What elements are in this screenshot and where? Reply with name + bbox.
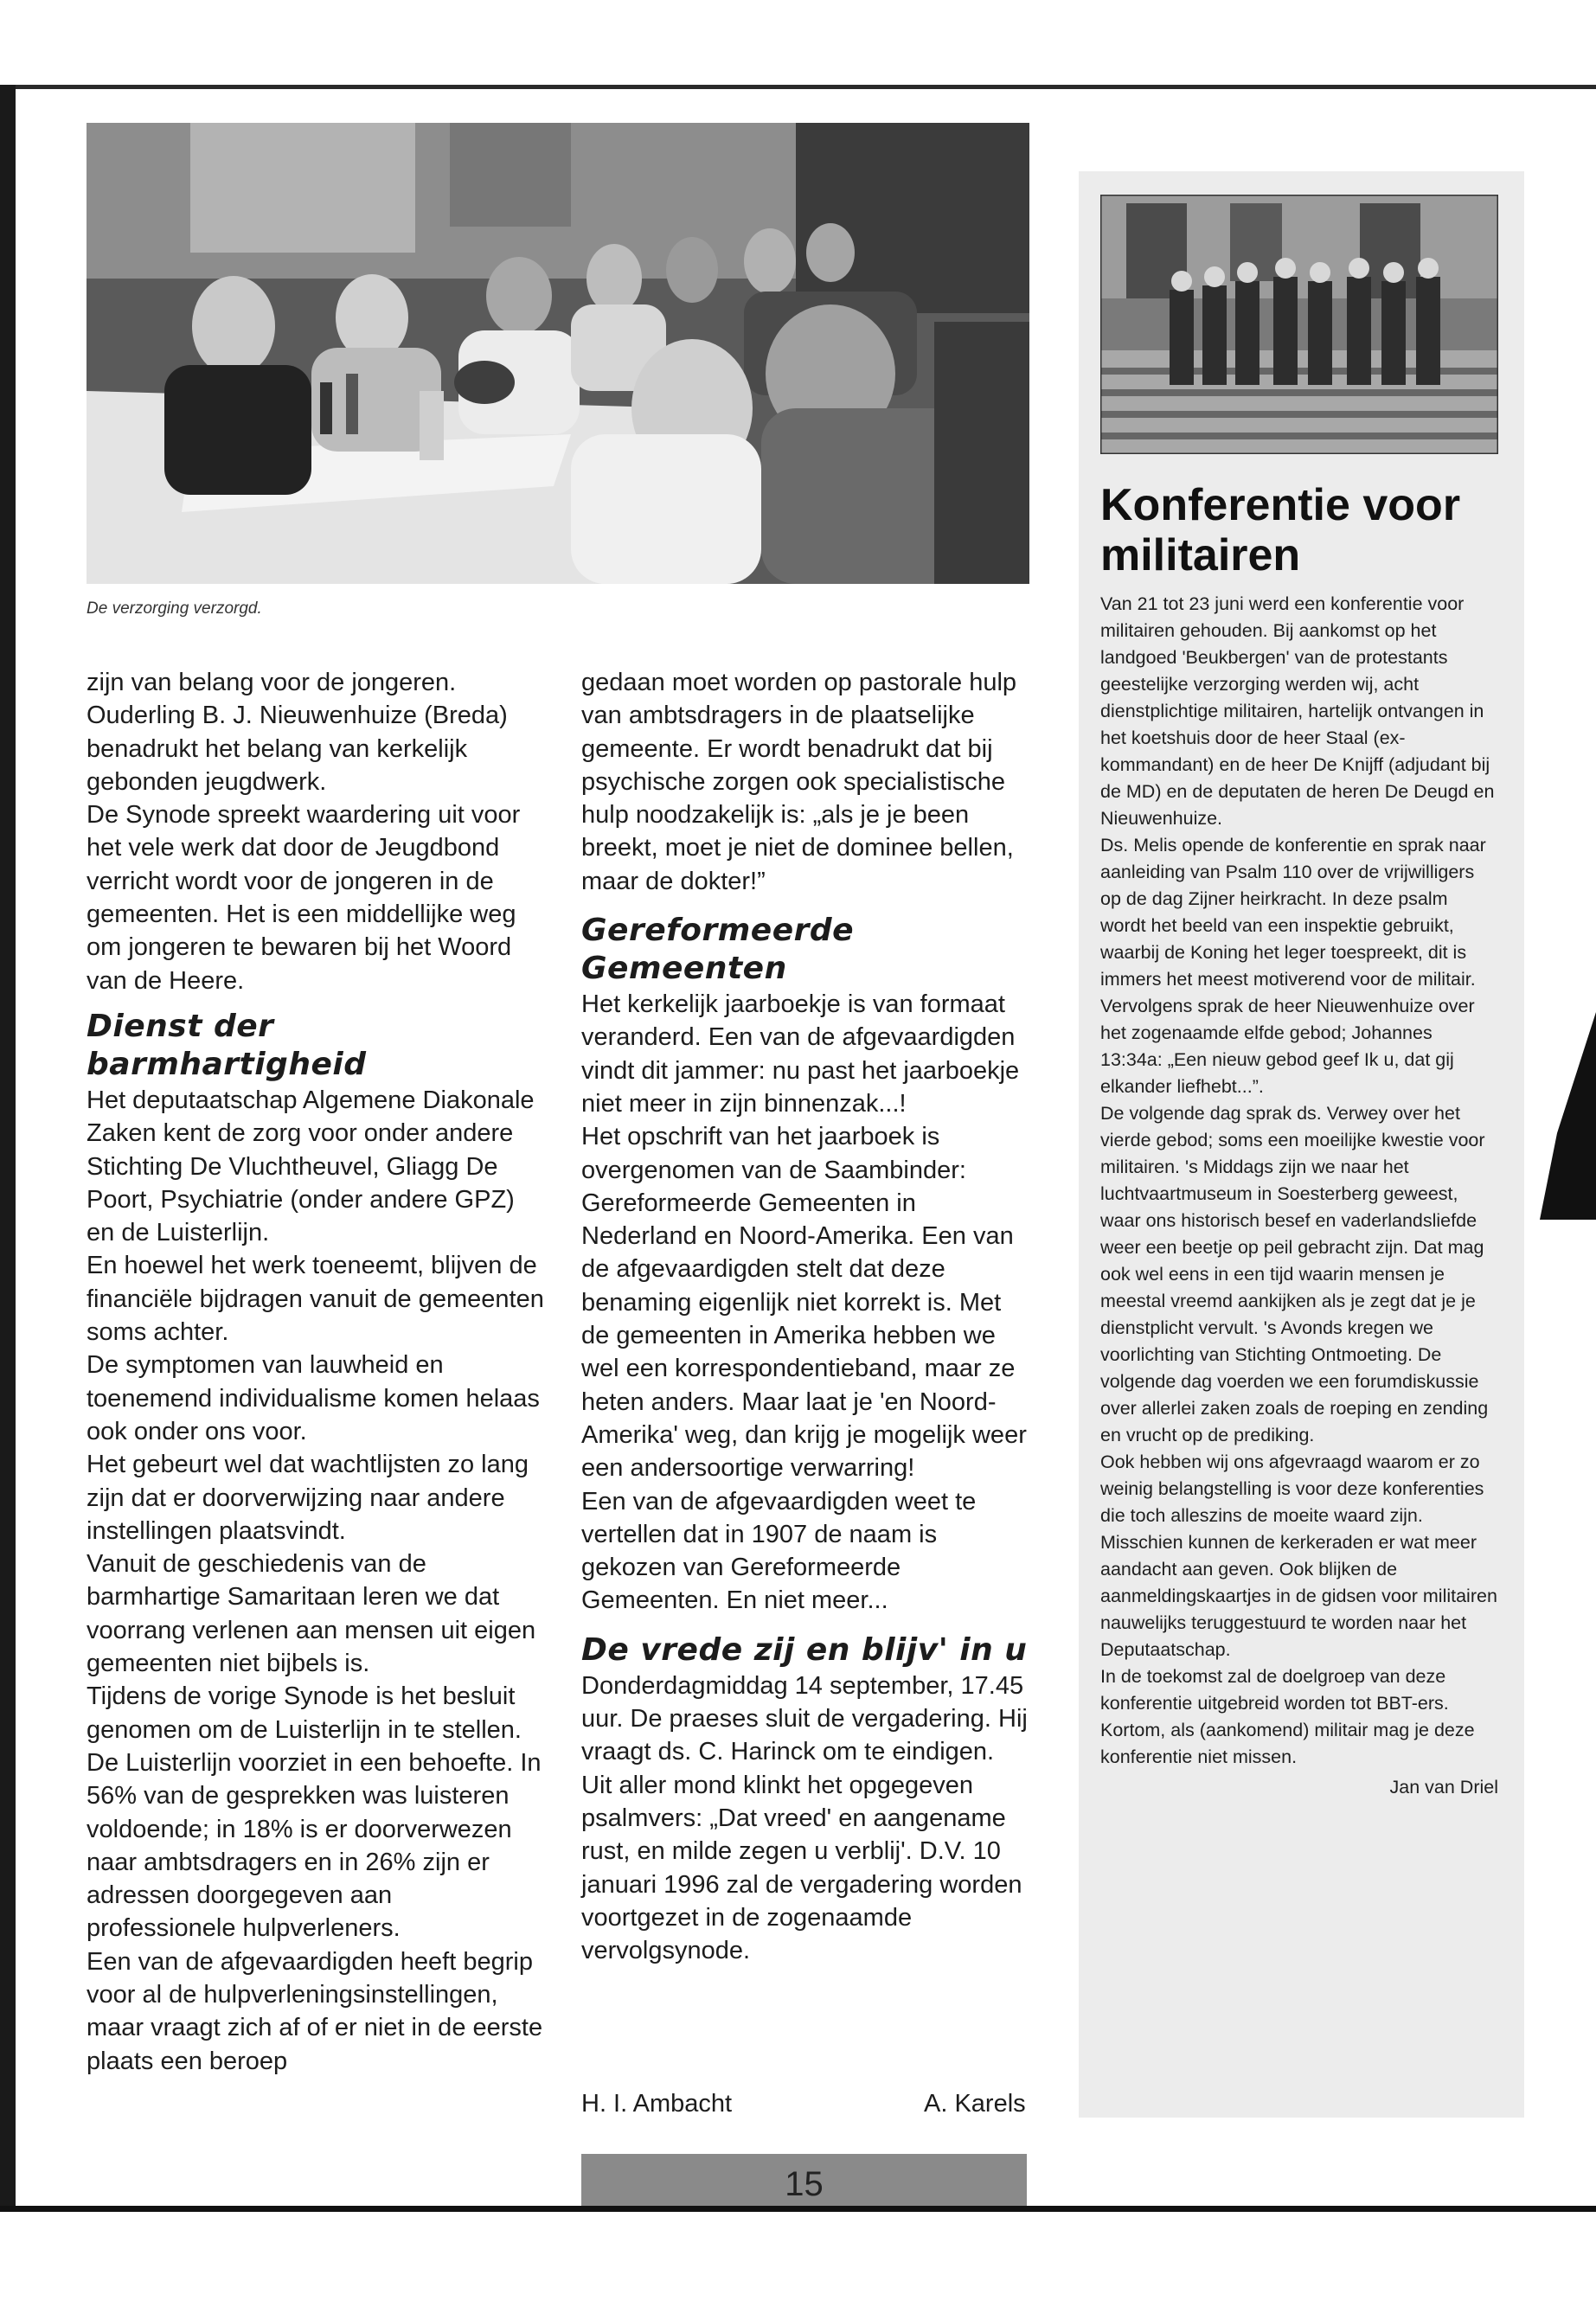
paragraph: Ouderling B. J. Nieuwenhuize (Breda) benadrukt het belang van kerkelijk gebonden jeugdwerk.	[87, 702, 508, 796]
scan-bottom-margin	[0, 2206, 1596, 2307]
paragraph: Ook hebben wij ons afgevraagd waarom er zo weinig belangstelling is voor deze konferenties die toch alleszins de moeite waard zijn. Misschien kunnen de kerkeraden er wat meer aandacht aan geven. Ook blijken de aanmeldingskaartjes in de gidsen voor militairen nauwelijks teruggestuurd te worden naar het Deputaatschap.	[1100, 1451, 1497, 1660]
paragraph: De Synode spreekt waardering uit voor het vele werk dat door de Jeugdbond verricht wordt voor de jongeren in de gemeenten. Het is een middellijke weg om jongeren te bewaren bij het Woord van de Heere.	[87, 801, 521, 995]
paragraph: Het opschrift van het jaarboek is overgenomen van de Saambinder: Gereformeerde Gemeenten in Nederland en Noord-Amerika. Een van de afgevaardigden stelt dat deze benaming eigenlijk niet korrekt is. Met de gemeenten in Amerika hebben we wel een korrespondentieband, maar ze heten anders. Maar laat je 'en Noord-Amerika' weg, dan krijg je mogelijk weer een andersoortige verwarring!	[581, 1123, 1027, 1483]
meeting-photo	[87, 123, 1029, 584]
signature-left: H. I. Ambacht	[581, 2090, 733, 2118]
paragraph: Een van de afgevaardigden heeft begrip voor al de hulpverleningsinstellingen, maar vraagt zich af of er niet in de eerste plaats een beroep	[87, 1947, 543, 2075]
paragraph: Het deputaatschap Algemene Diakonale Zaken kent de zorg voor onder andere Stichting De Vluchtheuvel, Gliagg De Poort, Psychiatrie (onder andere GPZ) en de Luisterlijn.	[87, 1086, 535, 1247]
sidebar-author: Jan van Driel	[1389, 1777, 1498, 1798]
paragraph: De volgende dag sprak ds. Verwey over het vierde gebod; soms een moeilijke kwestie voor militairen. 's Middags zijn we naar het luchtvaartmuseum in Soesterberg geweest, waar ons historisch besef en vaderlandsliefde weer een beetje op peil gebracht zijn. Dat mag ook wel eens in een tijd waarin mensen je meestal vreemd aankijken als je zegt dat je je dienstplicht vervult. 's Avonds kregen we voorlichting van Stichting Ontmoeting. De volgende dag voerden we een forumdiskussie over allerlei zaken zoals de roeping en zending en vrucht op de prediking.	[1100, 1103, 1489, 1445]
section-heading: De vrede zij en blijv' in u	[581, 1631, 1028, 1668]
signature-right: A. Karels	[924, 2090, 1026, 2118]
paragraph: Ds. Melis opende de konferentie en sprak naar aanleiding van Psalm 110 over de vrijwilligers op de dag Zijner heirkracht. In deze psalm wordt het beeld van een inspektie gebruikt, waarbij de Koning het leger toespreekt, dit is immers het meest motiverend voor de militair.	[1100, 835, 1486, 990]
section-heading: Gereformeerde Gemeenten	[581, 913, 855, 987]
group-photo	[1100, 195, 1498, 454]
paragraph: Het kerkelijk jaarboekje is van formaat veranderd. Een van de afgevaardigden vindt dit jammer: nu past het jaarboekje niet meer in zijn binnenzak...!	[581, 990, 1020, 1118]
paragraph: Donderdagmiddag 14 september, 17.45 uur. De praeses sluit de vergadering. Hij vraagt ds. C. Harinck om te eindigen. Uit aller mond klinkt het opgegeven psalmvers: „Dat vreed' en aangename rust, en milde zegen u verblij'. D.V. 10 januari 1996 zal de vergadering worden voortgezet in de zogenaamde vervolgsynode.	[581, 1671, 1028, 1965]
section-heading: Dienst der barmhartigheid	[87, 1008, 367, 1082]
paragraph: Vervolgens sprak de heer Nieuwenhuize over het zogenaamde elfde gebod; Johannes 13:34a: „Een nieuw gebod geef Ik u, dat gij elkander liefhebt...”.	[1100, 996, 1475, 1097]
paragraph: gedaan moet worden op pastorale hulp van ambtsdragers in de plaatselijke gemeente. Er wordt benadrukt dat bij psychische zorgen ook specialistische hulp noodzakelijk is: „als je je been breekt, moet je niet de dominee bellen, maar de dokter!”	[581, 669, 1017, 895]
sidebar-body	[1100, 591, 1498, 1801]
paragraph: zijn van belang voor de jongeren.	[87, 669, 457, 696]
paragraph: De symptomen van lauwheid en toenemend individualisme komen helaas ook onder ons voor.	[87, 1351, 540, 1445]
sidebar-title: Konferentie voor militairen	[1100, 480, 1461, 580]
photo-caption: De verzorging verzorgd.	[87, 599, 262, 618]
paragraph: In de toekomst zal de doelgroep van deze konferentie uitgebreid worden tot BBT-ers. Kortom, als (aankomend) militair mag je deze konferentie niet missen.	[1100, 1666, 1475, 1767]
paragraph: En hoewel het werk toeneemt, blijven de financiële bijdragen vanuit de gemeenten soms achter.	[87, 1252, 544, 1347]
article-column-1	[87, 666, 545, 2078]
scan-left-edge	[0, 85, 16, 2213]
scan-edge-mark	[1540, 1012, 1596, 1220]
article-column-2	[581, 666, 1031, 1967]
page-number: 15	[581, 2154, 1027, 2206]
paragraph: Een van de afgevaardigden weet te vertellen dat in 1907 de naam is gekozen van Gereformeerde Gemeenten. En niet meer...	[581, 1487, 977, 1615]
paragraph: Het gebeurt wel dat wachtlijsten zo lang zijn dat er doorverwijzing naar andere instellingen plaatsvindt.	[87, 1451, 529, 1545]
paragraph: Van 21 tot 23 juni werd een konferentie voor militairen gehouden. Bij aankomst op het landgoed 'Beukbergen' van de protestants geestelijke verzorging werden wij, acht dienstplichtige militairen, hartelijk ontvangen in het koetshuis door de heer Staal (ex-kommandant) en de heer De Knijff (adjudant bij de MD) en de deputaten de heren De Deugd en Nieuwenhuize.	[1100, 593, 1495, 829]
paragraph: Tijdens de vorige Synode is het besluit genomen om de Luisterlijn in te stellen. De Luisterlijn voorziet in een behoefte. In 56% van de gesprekken was luisteren voldoende; in 18% is er doorverwezen naar ambtsdragers en in 26% zijn er adressen doorgegeven aan professionele hulpverleners.	[87, 1682, 542, 1943]
scan-top-margin	[0, 0, 1596, 89]
paragraph: Vanuit de geschiedenis van de barmhartige Samaritaan leren we dat voorrang verlenen aan mensen uit eigen gemeenten niet bijbels is.	[87, 1550, 536, 1678]
